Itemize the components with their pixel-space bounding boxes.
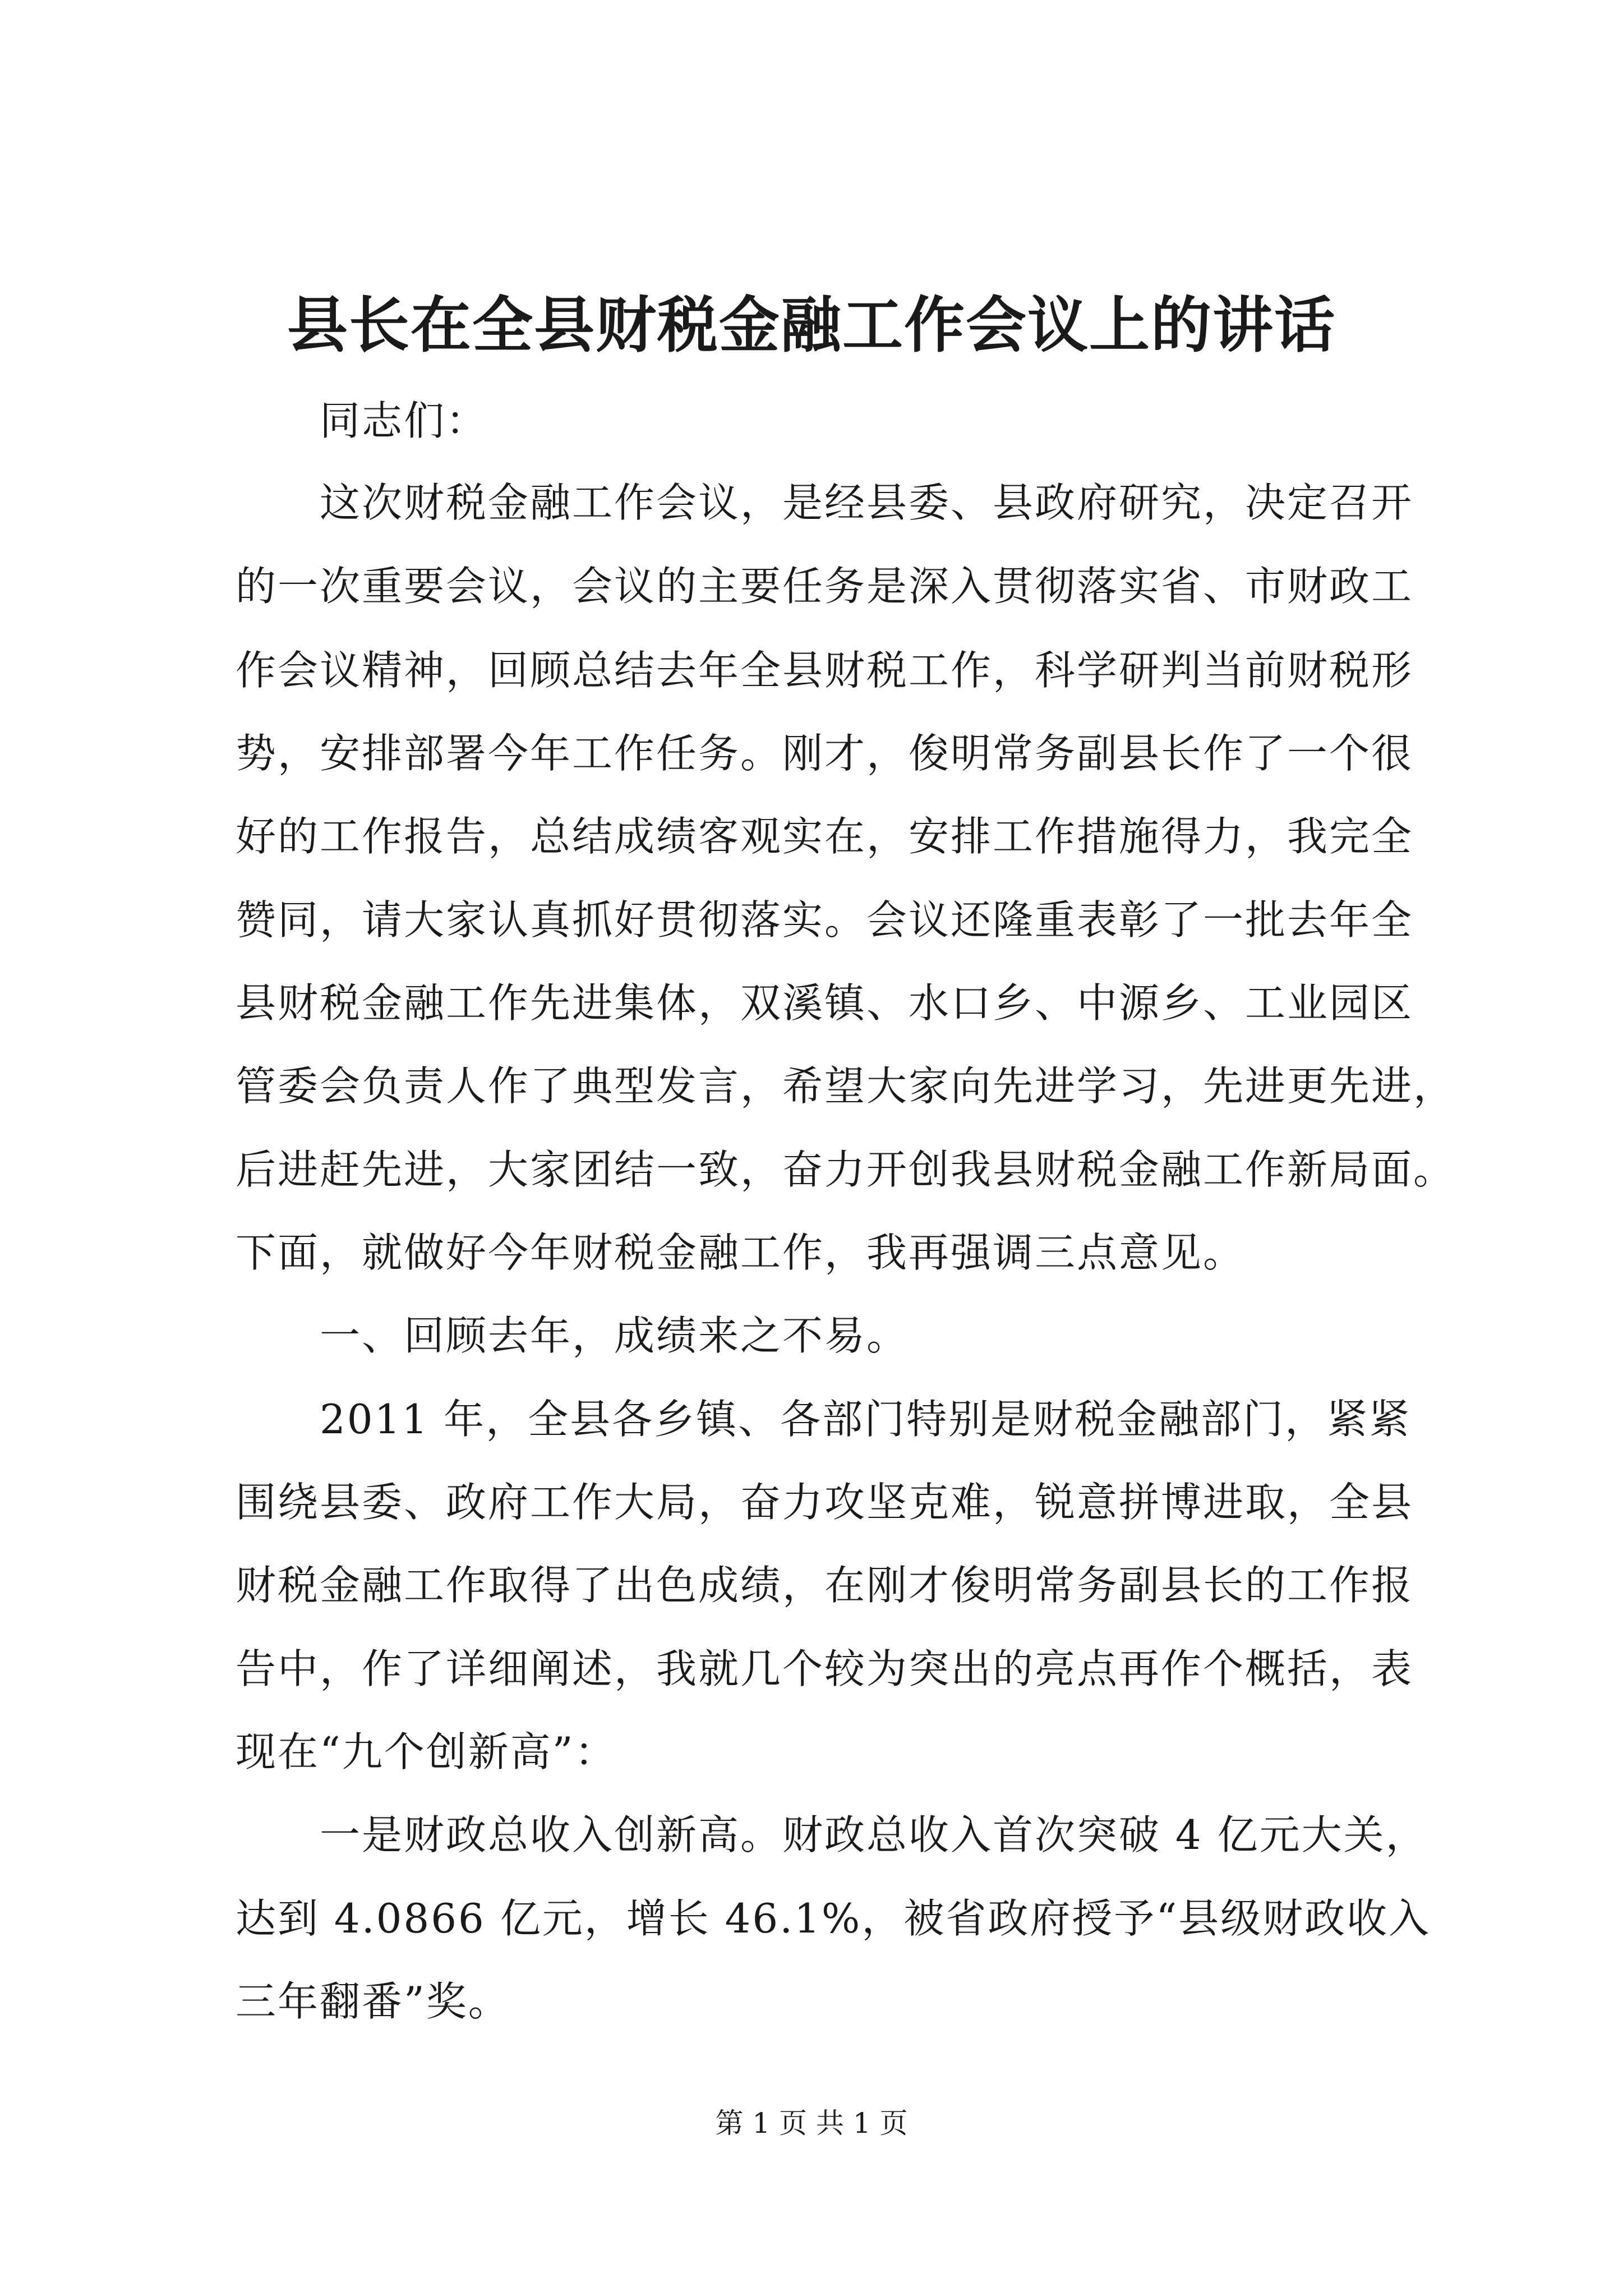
text-line: 的一次重要会议，会议的主要任务是深入贯彻落实省、市财政工: [236, 563, 1414, 610]
text-line: 一是财政总收入创新高。财政总收入首次突破 4 亿元大关，: [236, 1811, 1428, 1858]
text-line: 作会议精神，回顾总结去年全县财税工作，科学研判当前财税形: [236, 647, 1414, 694]
document-title: 县长在全县财税金融工作会议上的讲话: [287, 290, 1336, 361]
text-line: 告中，作了详细阐述，我就几个较为突出的亮点再作个概括，表: [236, 1645, 1414, 1692]
text-line: 好的工作报告，总结成绩客观实在，安排工作措施得力，我完全: [236, 813, 1414, 860]
text-line: 达到 4.0866 亿元，增长 46.1%，被省政府授予“县级财政收入: [236, 1895, 1431, 1942]
text-line: 这次财税金融工作会议，是经县委、县政府研究，决定召开: [236, 479, 1414, 526]
text-line: 现在“九个创新高”：: [236, 1728, 617, 1775]
text-line: 同志们：: [236, 397, 488, 444]
text-line: 管委会负责人作了典型发言，希望大家向先进学习，先进更先进，: [236, 1062, 1456, 1110]
text-line: 下面，就做好今年财税金融工作，我再强调三点意见。: [236, 1229, 1246, 1276]
text-line: 财税金融工作取得了出色成绩，在刚才俊明常务副县长的工作报: [236, 1562, 1414, 1609]
section-heading: 一、回顾去年，成绩来之不易。: [236, 1312, 909, 1359]
text-line: 县财税金融工作先进集体，双溪镇、水口乡、中源乡、工业园区: [236, 979, 1414, 1027]
text-line: 围绕县委、政府工作大局，奋力攻坚克难，锐意拼博进取，全县: [236, 1479, 1414, 1526]
page-number-footer: 第 1 页 共 1 页: [715, 2107, 908, 2139]
text-line: 势，安排部署今年工作任务。刚才，俊明常务副县长作了一个很: [236, 730, 1414, 777]
text-line: 2011 年，全县各乡镇、各部门特别是财税金融部门，紧紧: [236, 1396, 1412, 1443]
text-line: 后进赶先进，大家团结一致，奋力开创我县财税金融工作新局面。: [236, 1146, 1456, 1193]
text-line: 赞同，请大家认真抓好贯彻落实。会议还隆重表彰了一批去年全: [236, 896, 1414, 944]
text-line: 三年翻番”奖。: [236, 1978, 510, 2025]
